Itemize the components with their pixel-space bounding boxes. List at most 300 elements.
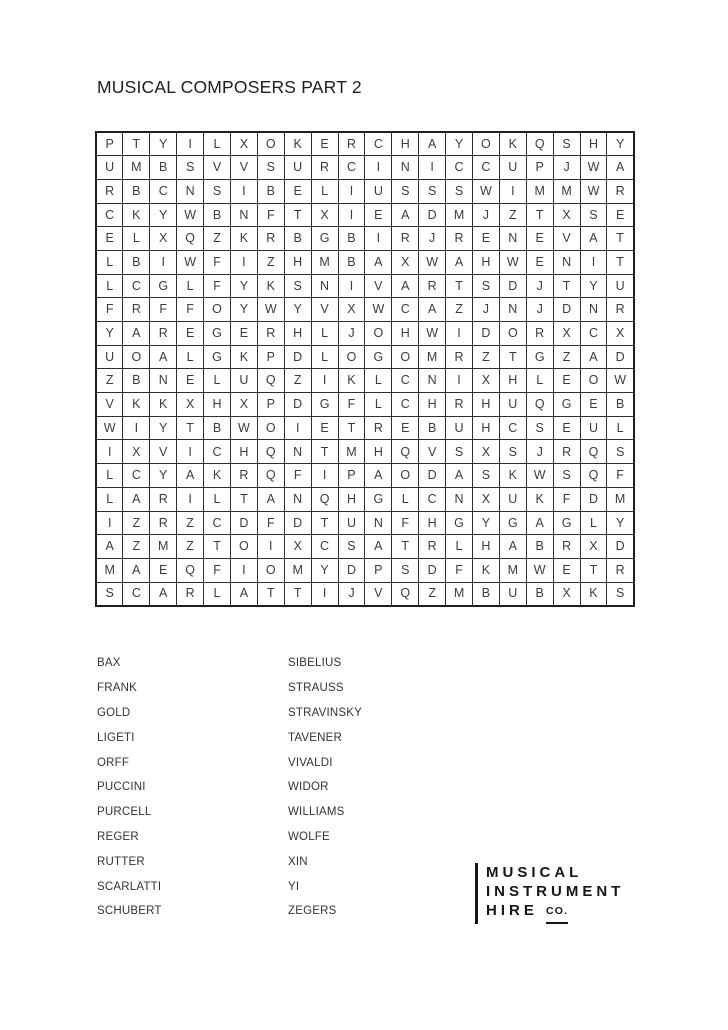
grid-cell: J [338,582,365,606]
grid-cell: W [526,464,553,488]
grid-cell: L [96,250,123,274]
grid-row [96,393,634,417]
grid-cell: G [365,487,392,511]
grid-cell: I [96,511,123,535]
grid-row [96,156,634,180]
grid-cell: P [257,393,284,417]
grid-cell: R [419,535,446,559]
grid-cell: C [472,156,499,180]
grid-cell: D [607,535,634,559]
grid-cell: X [338,298,365,322]
grid-cell: D [419,464,446,488]
grid-cell: A [365,250,392,274]
grid-row [96,369,634,393]
grid-cell: W [419,322,446,346]
grid-cell: R [311,156,338,180]
grid-cell: A [365,464,392,488]
grid-row [96,179,634,203]
logo-line-instrument: INSTRUMENT [486,883,625,900]
grid-cell: A [365,535,392,559]
grid-cell: A [419,132,446,156]
grid-cell: T [607,250,634,274]
grid-cell: E [607,203,634,227]
grid-cell: Z [204,227,231,251]
grid-cell: P [365,558,392,582]
word-list-right-column [288,651,362,924]
grid-cell: O [338,345,365,369]
grid-cell: S [392,179,419,203]
word-list-item: YI [288,880,300,893]
grid-cell: E [230,322,257,346]
grid-cell: I [230,558,257,582]
word-list-item: XIN [288,855,308,868]
grid-cell: O [257,558,284,582]
grid-cell: J [472,203,499,227]
grid-cell: M [338,440,365,464]
grid-cell: R [338,132,365,156]
grid-cell: X [472,369,499,393]
grid-cell: L [311,179,338,203]
grid-cell: M [607,487,634,511]
grid-cell: A [123,487,150,511]
grid-cell: O [257,132,284,156]
grid-cell: C [580,322,607,346]
grid-cell: X [123,440,150,464]
grid-cell: S [338,535,365,559]
grid-cell: A [580,345,607,369]
grid-cell: H [419,393,446,417]
word-list-item: PUCCINI [97,781,146,794]
grid-cell: Z [472,345,499,369]
grid-cell: B [123,250,150,274]
grid-cell: A [150,345,177,369]
grid-cell: O [365,322,392,346]
grid-cell: Q [580,440,607,464]
grid-cell: I [96,440,123,464]
grid-cell: B [284,227,311,251]
grid-cell: I [499,179,526,203]
grid-cell: B [204,203,231,227]
grid-cell: J [526,274,553,298]
grid-row [96,227,634,251]
grid-cell: C [123,464,150,488]
grid-cell: B [607,393,634,417]
grid-cell: K [230,345,257,369]
word-search-grid [95,131,635,607]
grid-cell: X [553,582,580,606]
grid-cell: L [96,487,123,511]
grid-cell: X [607,322,634,346]
grid-cell: K [580,582,607,606]
logo-hire-text: HIRE [486,902,538,919]
grid-cell: L [365,369,392,393]
grid-row [96,322,634,346]
grid-cell: C [419,487,446,511]
grid-row [96,511,634,535]
grid-cell: Z [257,250,284,274]
grid-cell: H [419,511,446,535]
grid-cell: D [284,393,311,417]
grid-cell: Z [123,511,150,535]
grid-cell: D [284,511,311,535]
grid-cell: B [150,156,177,180]
grid-cell: X [472,487,499,511]
word-list-item: TAVENER [288,731,343,744]
grid-cell: N [580,298,607,322]
grid-cell: L [580,511,607,535]
grid-cell: T [338,416,365,440]
grid-cell: S [607,440,634,464]
grid-cell: W [419,250,446,274]
grid-cell: G [446,511,473,535]
grid-cell: K [257,274,284,298]
grid-cell: R [607,298,634,322]
grid-cell: O [257,416,284,440]
grid-cell: W [499,250,526,274]
grid-cell: A [526,511,553,535]
grid-cell: Z [177,511,204,535]
grid-cell: R [446,345,473,369]
grid-cell: G [526,345,553,369]
grid-cell: V [230,156,257,180]
grid-cell: D [580,487,607,511]
grid-cell: C [96,203,123,227]
grid-row [96,582,634,606]
grid-cell: S [446,179,473,203]
grid-cell: W [607,369,634,393]
grid-cell: R [392,227,419,251]
grid-cell: C [204,511,231,535]
grid-cell: Q [392,440,419,464]
grid-cell: W [365,298,392,322]
grid-cell: L [446,535,473,559]
grid-cell: Q [392,582,419,606]
grid-cell: C [446,156,473,180]
grid-cell: R [150,487,177,511]
grid-cell: I [311,464,338,488]
grid-cell: G [204,322,231,346]
grid-cell: H [204,393,231,417]
grid-cell: M [553,179,580,203]
grid-cell: K [472,558,499,582]
grid-cell: K [150,393,177,417]
word-list-left-column [97,651,162,924]
grid-cell: B [338,227,365,251]
grid-cell: A [499,535,526,559]
logo-line-musical: MUSICAL [486,864,583,881]
grid-cell: S [257,156,284,180]
grid-cell: X [230,393,257,417]
grid-cell: H [580,132,607,156]
grid-cell: L [607,416,634,440]
grid-cell: L [177,345,204,369]
word-list-item: VIVALDI [288,756,333,769]
word-list-item: ORFF [97,756,130,769]
word-list-item: RUTTER [97,855,145,868]
grid-cell: X [177,393,204,417]
grid-cell: T [257,582,284,606]
grid-cell: X [150,227,177,251]
grid-cell: E [365,203,392,227]
grid-cell: B [526,535,553,559]
grid-cell: Z [419,582,446,606]
grid-cell: K [338,369,365,393]
word-list-item: PURCELL [97,806,152,819]
grid-cell: Y [446,132,473,156]
grid-cell: Y [230,298,257,322]
grid-cell: Z [499,203,526,227]
grid-cell: Y [150,416,177,440]
grid-cell: F [96,298,123,322]
grid-cell: Z [446,298,473,322]
word-list-item: STRAUSS [288,682,344,695]
grid-cell: O [392,464,419,488]
grid-cell: D [553,298,580,322]
grid-cell: H [472,250,499,274]
grid-cell: T [123,132,150,156]
grid-cell: D [419,558,446,582]
grid-cell: F [338,393,365,417]
grid-cell: J [419,227,446,251]
grid-cell: E [311,416,338,440]
grid-cell: I [580,250,607,274]
grid-cell: Y [150,464,177,488]
grid-cell: D [499,274,526,298]
grid-cell: A [419,298,446,322]
grid-cell: A [123,558,150,582]
grid-cell: U [96,156,123,180]
word-list-item: WOLFE [288,830,330,843]
grid-cell: F [553,487,580,511]
grid-cell: W [230,416,257,440]
grid-cell: E [526,227,553,251]
grid-cell: R [607,179,634,203]
grid-cell: U [607,274,634,298]
grid-cell: F [392,511,419,535]
grid-cell: I [338,179,365,203]
grid-cell: T [284,582,311,606]
grid-cell: U [96,345,123,369]
grid-cell: R [150,322,177,346]
grid-cell: S [472,464,499,488]
grid-cell: R [419,274,446,298]
grid-cell: E [526,250,553,274]
grid-cell: V [150,440,177,464]
grid-cell: K [526,487,553,511]
grid-cell: N [392,156,419,180]
grid-cell: V [96,393,123,417]
grid-cell: E [553,416,580,440]
grid-cell: Y [607,511,634,535]
grid-cell: F [150,298,177,322]
grid-cell: H [284,250,311,274]
grid-cell: T [580,558,607,582]
grid-cell: H [338,487,365,511]
grid-cell: I [365,227,392,251]
grid-cell: T [607,227,634,251]
grid-cell: T [311,511,338,535]
grid-row [96,440,634,464]
grid-row [96,535,634,559]
grid-cell: Q [177,558,204,582]
grid-cell: A [123,322,150,346]
grid-cell: I [177,440,204,464]
grid-row [96,132,634,156]
grid-cell: K [230,227,257,251]
grid-cell: B [338,250,365,274]
grid-cell: U [580,416,607,440]
grid-cell: R [150,511,177,535]
grid-cell: F [204,250,231,274]
grid-cell: U [446,416,473,440]
grid-cell: X [580,535,607,559]
grid-cell: B [123,369,150,393]
grid-cell: C [365,132,392,156]
grid-cell: L [311,322,338,346]
grid-cell: A [230,582,257,606]
grid-cell: S [526,416,553,440]
grid-cell: Q [257,464,284,488]
grid-cell: I [446,369,473,393]
grid-cell: F [204,274,231,298]
grid-cell: N [150,369,177,393]
grid-cell: S [419,179,446,203]
grid-cell: T [553,274,580,298]
grid-cell: S [204,179,231,203]
grid-cell: D [472,322,499,346]
grid-cell: O [499,322,526,346]
grid-row [96,345,634,369]
grid-cell: E [177,369,204,393]
grid-cell: K [284,132,311,156]
grid-cell: T [204,535,231,559]
grid-cell: H [365,440,392,464]
grid-cell: X [553,203,580,227]
grid-cell: M [311,250,338,274]
logo-co-suffix: CO. [546,902,568,924]
grid-cell: O [580,369,607,393]
grid-cell: B [472,582,499,606]
grid-cell: I [230,250,257,274]
grid-cell: A [392,274,419,298]
grid-cell: I [177,487,204,511]
grid-cell: K [499,132,526,156]
grid-cell: L [311,345,338,369]
grid-cell: Z [177,535,204,559]
grid-cell: X [230,132,257,156]
word-list-item: WIDOR [288,781,329,794]
grid-cell: V [204,156,231,180]
grid-cell: M [123,156,150,180]
grid-cell: S [177,156,204,180]
grid-cell: Y [607,132,634,156]
grid-cell: I [123,416,150,440]
grid-cell: G [553,511,580,535]
grid-cell: R [526,322,553,346]
grid-cell: J [553,156,580,180]
grid-cell: Y [150,132,177,156]
grid-cell: O [204,298,231,322]
grid-cell: G [553,393,580,417]
grid-cell: Q [257,369,284,393]
grid-cell: I [230,179,257,203]
word-list-item: SCARLATTI [97,880,162,893]
grid-cell: E [177,322,204,346]
grid-cell: E [580,393,607,417]
grid-cell: N [177,179,204,203]
grid-cell: G [311,393,338,417]
grid-cell: O [392,345,419,369]
grid-cell: M [526,179,553,203]
grid-cell: H [499,369,526,393]
grid-cell: X [392,250,419,274]
grid-cell: D [419,203,446,227]
grid-cell: V [365,582,392,606]
logo-text [486,863,624,924]
grid-cell: Q [580,464,607,488]
grid-cell: E [284,179,311,203]
word-list-item: WILLIAMS [288,806,345,819]
grid-cell: L [204,369,231,393]
grid-cell: C [392,298,419,322]
grid-cell: M [419,345,446,369]
grid-cell: M [96,558,123,582]
grid-cell: Y [284,298,311,322]
grid-cell: G [311,227,338,251]
word-list-item: ZEGERS [288,905,337,918]
grid-cell: X [284,535,311,559]
grid-cell: M [284,558,311,582]
grid-row [96,274,634,298]
grid-cell: J [472,298,499,322]
grid-cell: S [553,132,580,156]
grid-cell: B [419,416,446,440]
grid-cell: G [365,345,392,369]
grid-cell: B [257,179,284,203]
grid-cell: N [284,487,311,511]
grid-cell: N [365,511,392,535]
grid-cell: C [311,535,338,559]
grid-cell: C [150,179,177,203]
grid-cell: T [177,416,204,440]
grid-cell: N [311,274,338,298]
grid-cell: R [553,440,580,464]
grid-row [96,464,634,488]
grid-cell: J [338,322,365,346]
grid-cell: Q [311,487,338,511]
grid-cell: V [419,440,446,464]
grid-cell: S [553,464,580,488]
grid-cell: F [446,558,473,582]
grid-cell: G [204,345,231,369]
grid-cell: N [446,487,473,511]
grid-cell: I [419,156,446,180]
page-title: MUSICAL COMPOSERS PART 2 [97,77,362,97]
grid-cell: E [553,369,580,393]
grid-cell: T [311,440,338,464]
grid-cell: R [257,322,284,346]
grid-cell: W [177,250,204,274]
grid-cell: E [392,416,419,440]
grid-cell: C [204,440,231,464]
grid-cell: U [230,369,257,393]
grid-cell: N [230,203,257,227]
grid-cell: C [338,156,365,180]
grid-cell: H [392,132,419,156]
grid-cell: U [365,179,392,203]
grid-row [96,558,634,582]
word-list-item: SIBELIUS [288,657,342,670]
